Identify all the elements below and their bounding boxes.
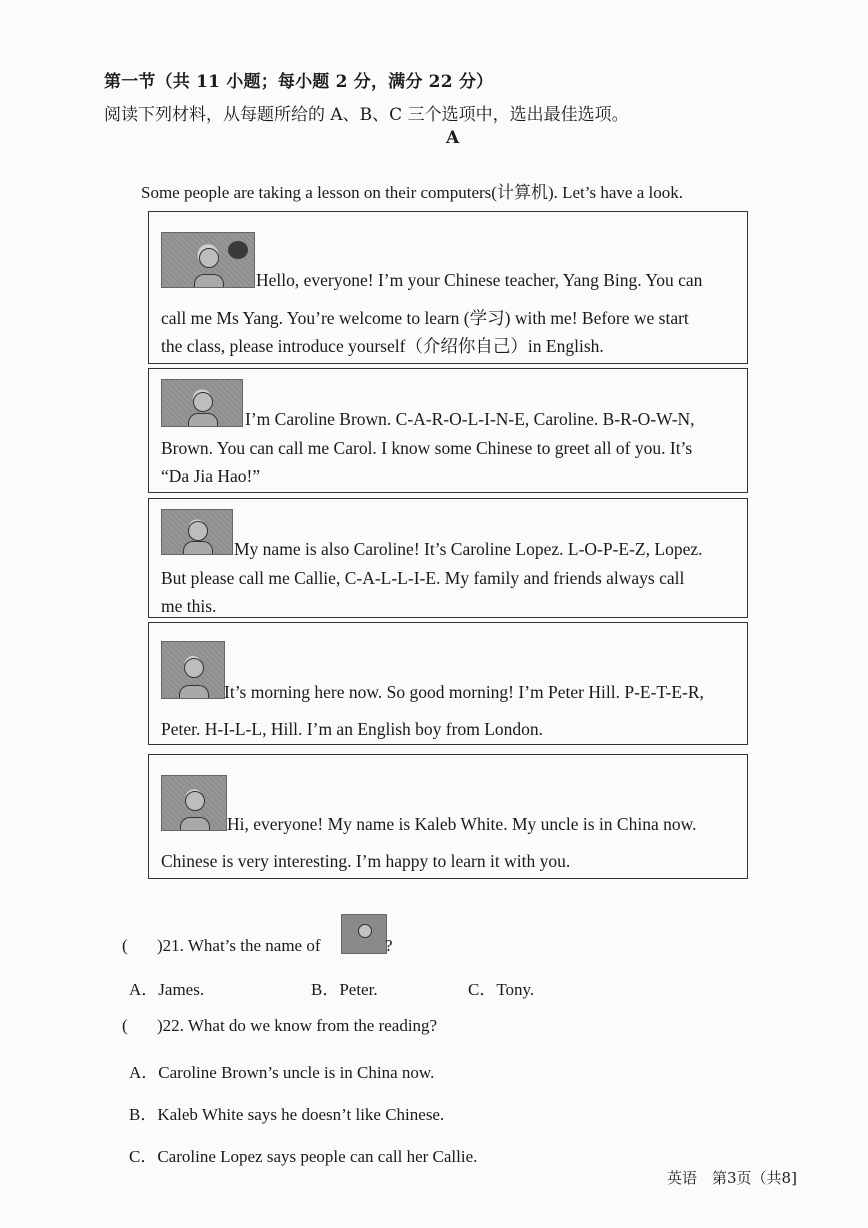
message-line: But please call me Callie, C-A-L-L-I-E. My family and friends always call	[161, 568, 685, 588]
message-line: Hello, everyone! I’m your Chinese teacher, Yang Bing. You can	[256, 270, 703, 290]
q21-paren: (	[122, 936, 128, 955]
message-line: call me Ms Yang. You’re welcome to learn (学习) with me! Before we start	[161, 308, 689, 328]
message-line: Hi, everyone! My name is Kaleb White. My uncle is in China now.	[227, 814, 697, 834]
passage-label: A	[446, 128, 460, 148]
message-line: Chinese is very interesting. I’m happy to learn it with you.	[161, 851, 571, 871]
section-title: 第一节（共 11 小题；每小题 2 分，满分 22 分）	[104, 72, 494, 92]
boy-avatar-icon	[161, 641, 225, 699]
girl-avatar-icon	[161, 379, 243, 427]
teacher-avatar-icon	[161, 232, 255, 288]
child-avatar-icon	[161, 775, 227, 831]
q22-option-c[interactable]: C．Caroline Lopez says people can call her Callie.	[129, 1147, 478, 1166]
message-line: It’s morning here now. So good morning! I’m Peter Hill. P-E-T-E-R,	[224, 682, 704, 702]
q22-option-a[interactable]: A．Caroline Brown’s uncle is in China now.	[129, 1063, 435, 1082]
q22-option-b[interactable]: B．Kaleb White says he doesn’t like Chinese.	[129, 1105, 445, 1124]
q21-question-mark: ?	[385, 936, 393, 955]
passage-intro: Some people are taking a lesson on their computers(计算机). Let’s have a look.	[141, 183, 683, 202]
message-line: “Da Jia Hao!”	[161, 466, 261, 486]
message-box-caroline-lopez	[148, 498, 748, 618]
message-box-teacher	[148, 211, 748, 364]
message-line: I’m Caroline Brown. C-A-R-O-L-I-N-E, Caroline. B-R-O-W-N,	[245, 409, 695, 429]
curly-hair-avatar-icon	[161, 509, 233, 555]
message-box-kaleb-white	[148, 754, 748, 879]
q21-option-b[interactable]: B．Peter.	[311, 980, 378, 999]
message-line: me this.	[161, 596, 217, 616]
q21-option-c[interactable]: C．Tony.	[468, 980, 535, 999]
q22-paren: (	[122, 1016, 128, 1035]
message-line: Peter. H-I-L-L, Hill. I’m an English boy from London.	[161, 719, 544, 739]
message-line: Brown. You can call me Carol. I know some Chinese to greet all of you. It’s	[161, 438, 693, 458]
q21-option-a[interactable]: A．James.	[129, 980, 205, 999]
q22-stem: )22. What do we know from the reading?	[157, 1016, 438, 1035]
message-box-caroline-brown	[148, 368, 748, 493]
q21-boy-avatar-icon	[341, 914, 387, 954]
page-footer: 英语 第3页（共8]	[667, 1169, 797, 1187]
message-box-peter-hill	[148, 622, 748, 745]
q21-stem: )21. What’s the name of	[157, 936, 321, 955]
section-instruction: 阅读下列材料，从每题所给的 A、B、C 三个选项中，选出最佳选项。	[104, 105, 629, 125]
message-line: My name is also Caroline! It’s Caroline Lopez. L-O-P-E-Z, Lopez.	[234, 539, 703, 559]
message-line: the class, please introduce yourself（介绍你自己）in English.	[161, 336, 604, 356]
